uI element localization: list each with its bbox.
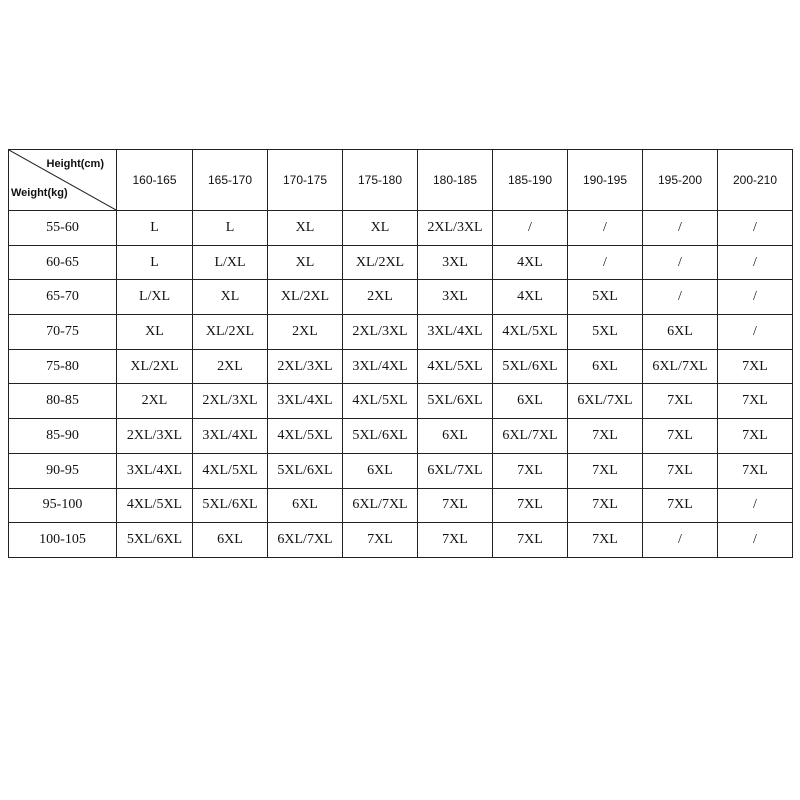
size-cell: 2XL/3XL xyxy=(117,419,193,454)
size-cell: 2XL xyxy=(117,384,193,419)
size-cell: 6XL xyxy=(643,315,718,350)
row-header-weight: 95-100 xyxy=(9,488,117,523)
size-cell: / xyxy=(568,211,643,246)
size-cell: 4XL/5XL xyxy=(268,419,343,454)
size-cell: L xyxy=(117,245,193,280)
size-cell: XL xyxy=(268,211,343,246)
column-header: 175-180 xyxy=(343,150,418,211)
column-header: 190-195 xyxy=(568,150,643,211)
size-cell: 6XL/7XL xyxy=(643,349,718,384)
size-cell: 5XL/6XL xyxy=(493,349,568,384)
size-cell: 3XL/4XL xyxy=(193,419,268,454)
size-cell: 6XL xyxy=(418,419,493,454)
size-cell: / xyxy=(643,245,718,280)
size-cell: / xyxy=(718,211,793,246)
table-row xyxy=(9,349,793,384)
size-cell: 6XL/7XL xyxy=(343,488,418,523)
size-cell: 6XL xyxy=(343,453,418,488)
size-cell: 6XL/7XL xyxy=(418,453,493,488)
size-cell: / xyxy=(493,211,568,246)
row-header-weight: 100-105 xyxy=(9,523,117,558)
size-cell: 7XL xyxy=(643,453,718,488)
size-cell: 3XL xyxy=(418,245,493,280)
size-cell: XL xyxy=(193,280,268,315)
size-cell: 7XL xyxy=(718,419,793,454)
size-cell: 7XL xyxy=(568,453,643,488)
size-cell: XL/2XL xyxy=(268,280,343,315)
size-cell: L/XL xyxy=(117,280,193,315)
size-cell: 2XL xyxy=(343,280,418,315)
column-header: 195-200 xyxy=(643,150,718,211)
size-cell: XL/2XL xyxy=(117,349,193,384)
column-header: 170-175 xyxy=(268,150,343,211)
size-cell: 4XL/5XL xyxy=(493,315,568,350)
table-row xyxy=(9,419,793,454)
table-row xyxy=(9,453,793,488)
table-body xyxy=(9,211,793,558)
size-cell: 7XL xyxy=(718,349,793,384)
size-cell: 7XL xyxy=(643,488,718,523)
table-row xyxy=(9,245,793,280)
size-cell: 2XL/3XL xyxy=(343,315,418,350)
size-cell: 7XL xyxy=(493,453,568,488)
size-cell: / xyxy=(718,280,793,315)
size-cell: / xyxy=(568,245,643,280)
row-header-weight: 60-65 xyxy=(9,245,117,280)
column-header: 160-165 xyxy=(117,150,193,211)
size-cell: 2XL xyxy=(268,315,343,350)
size-cell: 5XL/6XL xyxy=(193,488,268,523)
height-axis-label: Height(cm) xyxy=(46,158,104,170)
weight-axis-label: Weight(kg) xyxy=(11,187,68,199)
row-header-weight: 65-70 xyxy=(9,280,117,315)
size-cell: 6XL xyxy=(268,488,343,523)
size-cell: 5XL/6XL xyxy=(268,453,343,488)
size-cell: 6XL/7XL xyxy=(493,419,568,454)
row-header-weight: 70-75 xyxy=(9,315,117,350)
size-cell: 2XL/3XL xyxy=(193,384,268,419)
size-cell: / xyxy=(643,523,718,558)
size-cell: 7XL xyxy=(493,488,568,523)
size-cell: 5XL/6XL xyxy=(418,384,493,419)
size-cell: XL xyxy=(268,245,343,280)
size-cell: XL/2XL xyxy=(343,245,418,280)
size-cell: / xyxy=(643,280,718,315)
row-header-weight: 80-85 xyxy=(9,384,117,419)
size-cell: 7XL xyxy=(643,419,718,454)
row-header-weight: 55-60 xyxy=(9,211,117,246)
size-chart-table xyxy=(8,149,793,558)
size-cell: / xyxy=(718,488,793,523)
size-cell: L/XL xyxy=(193,245,268,280)
table-row xyxy=(9,384,793,419)
size-cell: 3XL/4XL xyxy=(268,384,343,419)
size-cell: 5XL/6XL xyxy=(343,419,418,454)
size-cell: 2XL xyxy=(193,349,268,384)
size-cell: 5XL xyxy=(568,315,643,350)
size-cell: 7XL xyxy=(568,488,643,523)
size-cell: / xyxy=(718,245,793,280)
table-row xyxy=(9,315,793,350)
size-cell: XL xyxy=(117,315,193,350)
table-row xyxy=(9,523,793,558)
size-cell: 4XL xyxy=(493,245,568,280)
size-cell: 6XL/7XL xyxy=(568,384,643,419)
size-cell: 3XL/4XL xyxy=(117,453,193,488)
size-cell: XL/2XL xyxy=(193,315,268,350)
size-cell: 6XL/7XL xyxy=(268,523,343,558)
size-cell: 7XL xyxy=(418,523,493,558)
size-cell: 5XL/6XL xyxy=(117,523,193,558)
size-cell: 4XL/5XL xyxy=(193,453,268,488)
size-cell: 2XL/3XL xyxy=(268,349,343,384)
table-row xyxy=(9,280,793,315)
table-row xyxy=(9,488,793,523)
size-cell: 4XL xyxy=(493,280,568,315)
size-cell: 7XL xyxy=(343,523,418,558)
size-cell: 3XL/4XL xyxy=(343,349,418,384)
size-cell: 4XL/5XL xyxy=(418,349,493,384)
size-cell: 7XL xyxy=(568,419,643,454)
size-cell: L xyxy=(117,211,193,246)
table-row xyxy=(9,211,793,246)
size-cell: 6XL xyxy=(568,349,643,384)
size-cell: L xyxy=(193,211,268,246)
row-header-weight: 75-80 xyxy=(9,349,117,384)
header-row xyxy=(9,150,793,211)
column-header: 165-170 xyxy=(193,150,268,211)
size-cell: 5XL xyxy=(568,280,643,315)
size-cell: / xyxy=(718,315,793,350)
size-cell: XL xyxy=(343,211,418,246)
row-header-weight: 85-90 xyxy=(9,419,117,454)
size-cell: / xyxy=(643,211,718,246)
corner-cell xyxy=(9,150,117,211)
size-cell: 3XL/4XL xyxy=(418,315,493,350)
row-header-weight: 90-95 xyxy=(9,453,117,488)
size-cell: 4XL/5XL xyxy=(343,384,418,419)
size-cell: 2XL/3XL xyxy=(418,211,493,246)
size-cell: 6XL xyxy=(493,384,568,419)
column-header: 185-190 xyxy=(493,150,568,211)
size-cell: 7XL xyxy=(418,488,493,523)
size-cell: 4XL/5XL xyxy=(117,488,193,523)
size-cell: 3XL xyxy=(418,280,493,315)
size-cell: 7XL xyxy=(718,453,793,488)
size-cell: 7XL xyxy=(643,384,718,419)
column-header: 200-210 xyxy=(718,150,793,211)
size-cell: / xyxy=(718,523,793,558)
size-cell: 7XL xyxy=(493,523,568,558)
size-cell: 7XL xyxy=(568,523,643,558)
column-header: 180-185 xyxy=(418,150,493,211)
size-cell: 6XL xyxy=(193,523,268,558)
size-cell: 7XL xyxy=(718,384,793,419)
